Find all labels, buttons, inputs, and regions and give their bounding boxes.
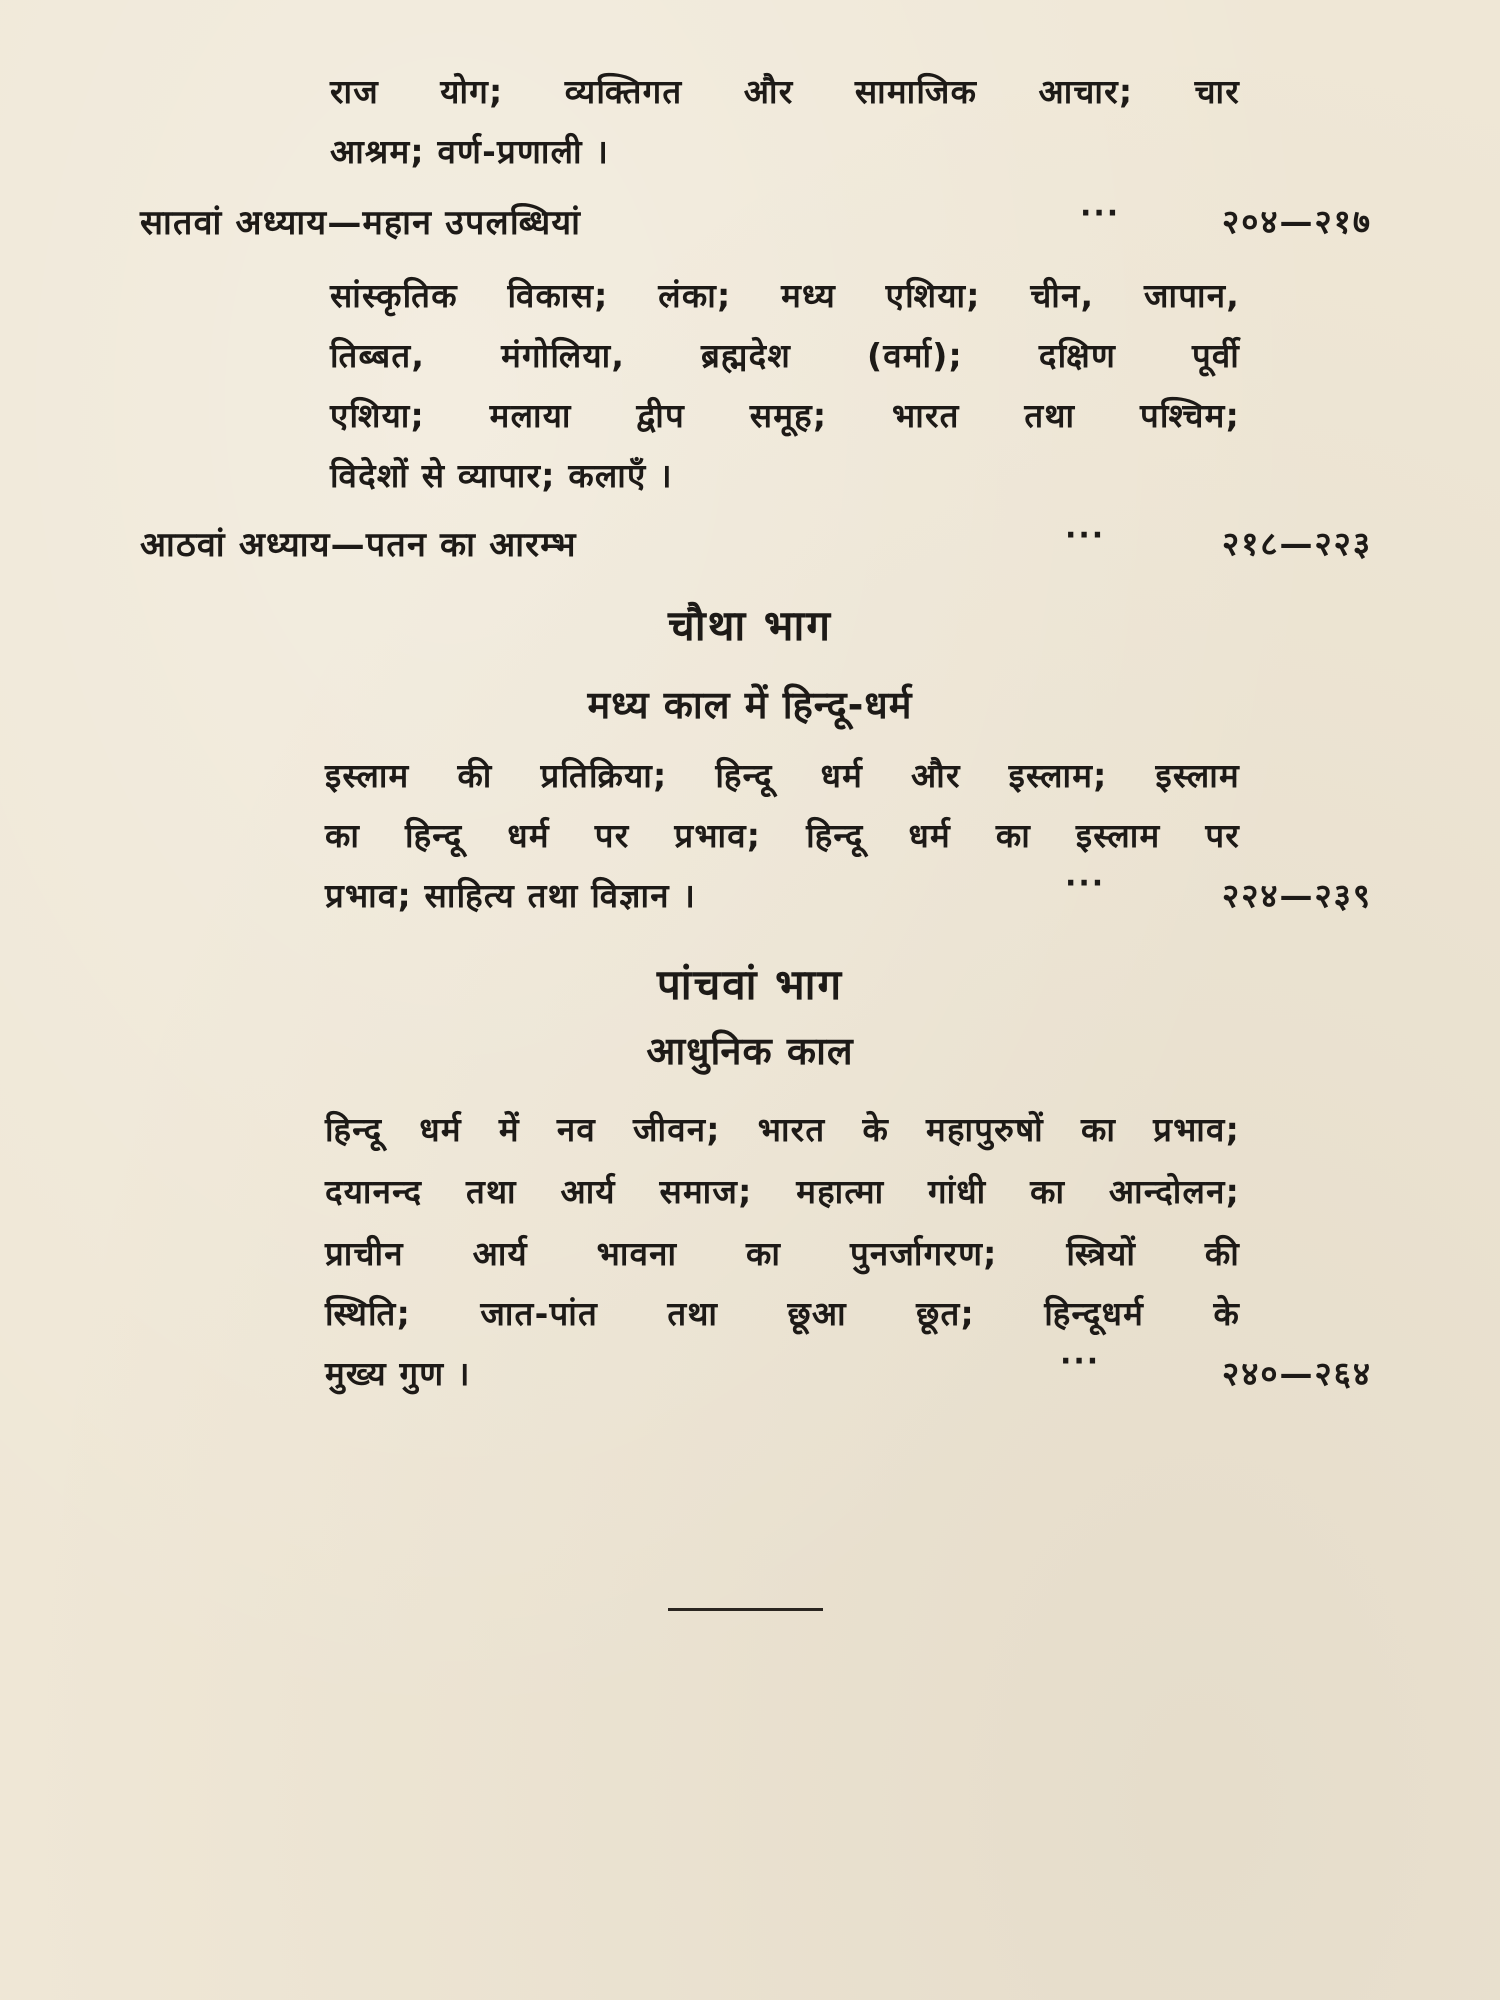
chapter-7-dots: ···	[1080, 196, 1121, 231]
part-5-title: पांचवां भाग	[656, 960, 844, 1009]
part-4-pages: २२४—२३९	[1222, 876, 1372, 915]
chapter-8-pages: २१८—२२३	[1222, 524, 1372, 563]
part-4-line-2: का हिन्दू धर्म पर प्रभाव; हिन्दू धर्म का इस्लाम पर	[325, 816, 1240, 855]
part-5-line-5: मुख्य गुण ।	[325, 1354, 471, 1393]
part-5-pages: २४०—२६४	[1222, 1354, 1372, 1393]
part-5-line-4: स्थिति; जात-पांत तथा छूआ छूत; हिन्दूधर्म के	[325, 1294, 1240, 1333]
chapter-7-line-3: एशिया; मलाया द्वीप समूह; भारत तथा पश्चिम;	[330, 396, 1240, 435]
intro-line-1: राज योग; व्यक्तिगत और सामाजिक आचार; चार	[330, 72, 1241, 111]
chapter-7-line-2: तिब्बत, मंगोलिया, ब्रह्मदेश (वर्मा); दक्षिण पूर्वी	[330, 336, 1240, 375]
part-4-title: चौथा भाग	[668, 601, 832, 650]
section-divider	[668, 1608, 823, 1611]
part-4-dots: ···	[1065, 866, 1106, 901]
chapter-7-line-4: विदेशों से व्यापार; कलाएँ ।	[330, 456, 673, 495]
part-4-line-1: इस्लाम की प्रतिक्रिया; हिन्दू धर्म और इस्लाम; इस्लाम	[325, 756, 1240, 795]
chapter-8-dots: ···	[1065, 518, 1106, 553]
intro-line-2: आश्रम; वर्ण-प्रणाली ।	[330, 132, 610, 171]
chapter-7-line-1: सांस्कृतिक विकास; लंका; मध्य एशिया; चीन, जापान,	[330, 276, 1240, 315]
part-4-subtitle: मध्य काल में हिन्दू-धर्म	[587, 683, 913, 727]
part-5-line-3: प्राचीन आर्य भावना का पुनर्जागरण; स्त्रियों की	[325, 1234, 1240, 1273]
chapter-7-title: सातवां अध्याय—महान उपलब्धियां	[140, 203, 582, 243]
part-5-line-2: दयानन्द तथा आर्य समाज; महात्मा गांधी का आन्दोलन;	[325, 1172, 1240, 1211]
part-5-subtitle: आधुनिक काल	[646, 1029, 854, 1073]
chapter-8-title: आठवां अध्याय—पतन का आरम्भ	[140, 525, 577, 565]
part-4-line-3: प्रभाव; साहित्य तथा विज्ञान ।	[325, 876, 697, 915]
chapter-7-pages: २०४—२१७	[1222, 202, 1372, 241]
part-5-line-1: हिन्दू धर्म में नव जीवन; भारत के महापुरुषों का प्रभाव;	[325, 1110, 1240, 1149]
part-5-dots: ···	[1060, 1344, 1101, 1379]
